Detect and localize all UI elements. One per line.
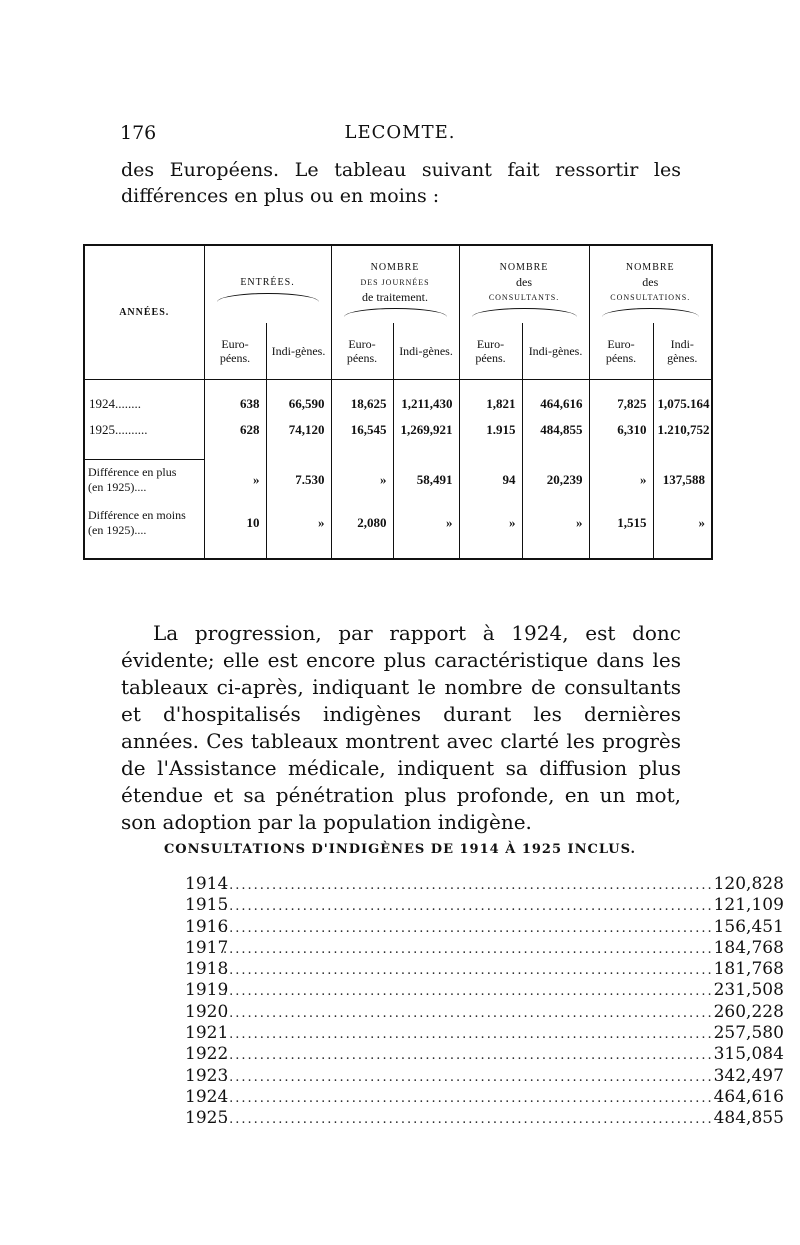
list-title: CONSULTATIONS D'INDIGÈNES DE 1914 À 1925 INCLUS. xyxy=(163,842,637,857)
list-year: 1915 xyxy=(185,895,229,916)
list-value: 181,768 xyxy=(713,959,784,980)
sub-euro: Euro-péens. xyxy=(204,323,266,379)
list-value: 484,855 xyxy=(713,1108,784,1129)
list-value: 257,580 xyxy=(713,1023,784,1044)
comparison-table xyxy=(83,244,713,560)
body-paragraph: La progression, par rapport à 1924, est donc évidente; elle est encore plus caractéristique dans les tableaux ci-après, indiquant le nombre de consultants et d'hospitalisés indigènes durant les dernières années. Ces tableaux montrent avec clarté les progrès de l'Assistance médicale, indiquent sa diffusion plus étendue et sa pénétration plus profonde, en un mot, son adoption par la population indigène. xyxy=(121,621,681,834)
table-row: Différence en plus (en 1925).... » 7.530 » 58,491 94 20,239 » 137,588 xyxy=(84,459,712,501)
sub-euro: Euro-péens. xyxy=(331,323,393,379)
table-row: 1924........ 638 66,590 18,625 1,211,430 1,821 464,616 7,825 1,075.164 xyxy=(84,391,712,417)
list-year: 1918 xyxy=(185,959,229,980)
list-item xyxy=(185,874,784,895)
list-value: 315,084 xyxy=(713,1044,784,1065)
group-header-journees: NOMBRE DES JOURNÉES de traitement. xyxy=(331,245,459,323)
leader-dots: ................................................................................ xyxy=(223,920,714,936)
list-value: 342,497 xyxy=(713,1065,784,1086)
page-number: 176 xyxy=(120,122,157,144)
list-value: 120,828 xyxy=(713,874,784,894)
leader-dots: ................................................................................ xyxy=(223,984,714,1000)
running-head: LECOMTE. xyxy=(344,122,456,143)
list-year: 1914 xyxy=(185,874,229,894)
leader-dots: ................................................................................ xyxy=(223,1112,714,1128)
list-value: 121,109 xyxy=(713,895,784,916)
list-item xyxy=(185,1001,784,1023)
list-year: 1920 xyxy=(185,1001,229,1022)
sub-indi: Indi-gènes. xyxy=(653,323,712,379)
list-item xyxy=(185,1086,784,1108)
leader-dots: ................................................................................ xyxy=(223,941,714,957)
leader-dots: ................................................................................ xyxy=(223,1005,714,1021)
list-item xyxy=(185,1065,784,1087)
leader-dots: ................................................................................ xyxy=(223,1027,714,1043)
list-year: 1923 xyxy=(185,1065,229,1086)
list-item xyxy=(185,1108,784,1129)
list-year: 1922 xyxy=(185,1044,229,1065)
list-year: 1916 xyxy=(185,916,229,937)
list-year: 1925 xyxy=(185,1108,229,1129)
header-annees: ANNÉES. xyxy=(84,245,204,379)
list-item xyxy=(185,1023,784,1044)
leader-dots: ................................................................................ xyxy=(223,878,714,893)
leader-dots: ................................................................................ xyxy=(223,1090,714,1106)
sub-indi: Indi-gènes. xyxy=(522,323,589,379)
group-header-entrees: ENTRÉES. xyxy=(204,245,331,323)
list-item xyxy=(185,937,784,959)
leader-dots: ................................................................................ xyxy=(223,963,714,979)
sub-euro: Euro-péens. xyxy=(459,323,522,379)
list-item xyxy=(185,980,784,1001)
list-value: 184,768 xyxy=(713,937,784,958)
leader-dots: ................................................................................ xyxy=(223,899,714,915)
leader-dots: ................................................................................ xyxy=(223,1069,714,1085)
page-header xyxy=(120,122,680,148)
list-year: 1919 xyxy=(185,980,229,1001)
list-value: 260,228 xyxy=(713,1001,784,1022)
table-row: 1925.......... 628 74,120 16,545 1,269,921 1.915 484,855 6,310 1.210,752 xyxy=(84,417,712,443)
sub-euro: Euro-péens. xyxy=(589,323,653,379)
list-value: 156,451 xyxy=(713,916,784,937)
consultations-list xyxy=(185,874,784,1130)
list-item xyxy=(185,1044,784,1065)
intro-text: des Européens. Le tableau suivant fait ressortir les différences en plus ou en moins : xyxy=(121,159,681,207)
group-header-consultants: NOMBRE des CONSULTANTS. xyxy=(459,245,589,323)
list-year: 1924 xyxy=(185,1086,229,1107)
list-item xyxy=(185,916,784,938)
list-year: 1917 xyxy=(185,937,229,958)
table-row: Différence en moins (en 1925).... 10 » 2,080 » » » 1,515 » xyxy=(84,501,712,545)
sub-indi: Indi-gènes. xyxy=(393,323,459,379)
list-value: 231,508 xyxy=(713,980,784,1001)
group-header-consultations: NOMBRE des CONSULTATIONS. xyxy=(589,245,712,323)
list-item xyxy=(185,895,784,916)
list-year: 1921 xyxy=(185,1023,229,1044)
leader-dots: ................................................................................ xyxy=(223,1048,714,1064)
sub-indi: Indi-gènes. xyxy=(266,323,331,379)
list-value: 464,616 xyxy=(713,1086,784,1107)
list-item xyxy=(185,959,784,980)
